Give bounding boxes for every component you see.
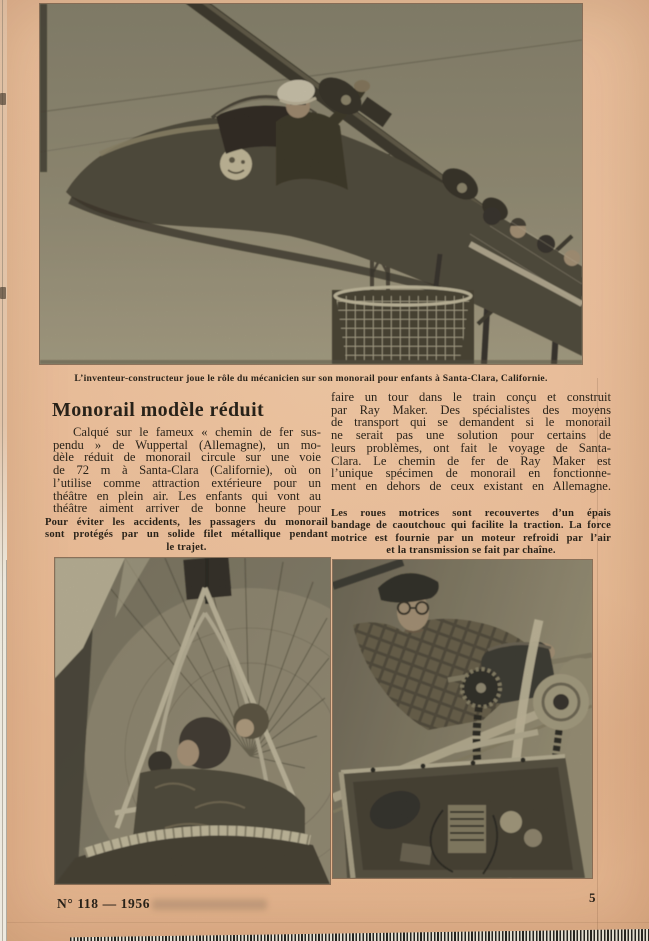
text-line: l’utilise comme attraction extérieure pour un <box>53 475 321 490</box>
scan-edge-line <box>2 0 3 941</box>
text-line: Pour éviter les accidents, les passagers du monorail <box>45 517 328 528</box>
top-photo-illustration <box>40 4 582 364</box>
binding-mark <box>0 287 6 299</box>
bottom-right-photo-caption <box>331 508 611 558</box>
scan-edge-line-2 <box>6 560 7 941</box>
bottom-right-photo-mechanic <box>333 560 592 878</box>
bottom-perforation-strip <box>70 928 649 941</box>
text-line: faire un tour dans le train conçu et construit <box>331 390 611 404</box>
page-crease-vertical <box>597 378 598 930</box>
article-headline: Monorail modèle réduit <box>52 399 265 421</box>
text-line: bandage de caoutchouc qui facilite la traction. La force <box>331 520 611 532</box>
passengers-photo-illustration <box>55 558 330 884</box>
text-line: théâtre aiment arriver de bonne heure pour <box>53 501 321 516</box>
top-photo-caption: L’inventeur-constructeur joue le rôle du mécanicien sur son monorail pour enfants à Santa-Clara, Californie. <box>74 373 548 384</box>
text-line: l’unique spécimen de monorail en fonctionne- <box>331 466 611 481</box>
text-line: de transport qui se demandent si le monorail <box>331 415 611 430</box>
text-line: de 72 m à Santa-Clara (Californie), où on <box>53 463 321 478</box>
text-line: ment en dehors de ceux existant en Allemagne. <box>331 478 611 493</box>
text-line: par Ray Maker. Des spécialistes des moyens <box>331 402 611 417</box>
text-line: leurs problèmes, ont fait le voyage de Santa- <box>331 440 611 455</box>
text-line: ne serait pas une solution pour certains de <box>331 428 611 443</box>
text-line: Clara. Le chemin de fer de Ray Maker est <box>331 453 611 468</box>
mechanic-photo-illustration <box>333 560 592 878</box>
article-right-column <box>331 391 611 493</box>
text-line: sont protégés par un solide filet métallique pendant <box>45 529 328 541</box>
text-line: et la transmission se fait par chaîne. <box>386 545 556 557</box>
issue-number: N° 118 — 1956 <box>57 896 151 911</box>
text-line: dèle réduit de monorail circule sur une voie <box>53 450 321 465</box>
top-photo-monorail <box>40 4 582 364</box>
text-line: Calqué sur le fameux « chemin de fer sus- <box>73 425 321 439</box>
text-line: pendu » de Wuppertal (Allemagne), un mo- <box>53 437 321 452</box>
page-crease-horizontal <box>0 922 649 923</box>
bottom-left-photo-caption <box>45 517 328 554</box>
text-line: le trajet. <box>166 541 207 553</box>
ink-bleed-smudge <box>152 899 267 910</box>
page-number: 5 <box>589 890 596 905</box>
bottom-left-photo-passengers <box>55 558 330 884</box>
text-line: motrice est fournie par un moteur refroidi par l’air <box>331 532 611 544</box>
binding-mark <box>0 93 6 105</box>
text-line: Les roues motrices sont recouvertes d’un épais <box>331 508 611 519</box>
article-left-column <box>53 426 321 515</box>
text-line: théâtre en plein air. Les enfants qui vont au <box>53 488 321 503</box>
